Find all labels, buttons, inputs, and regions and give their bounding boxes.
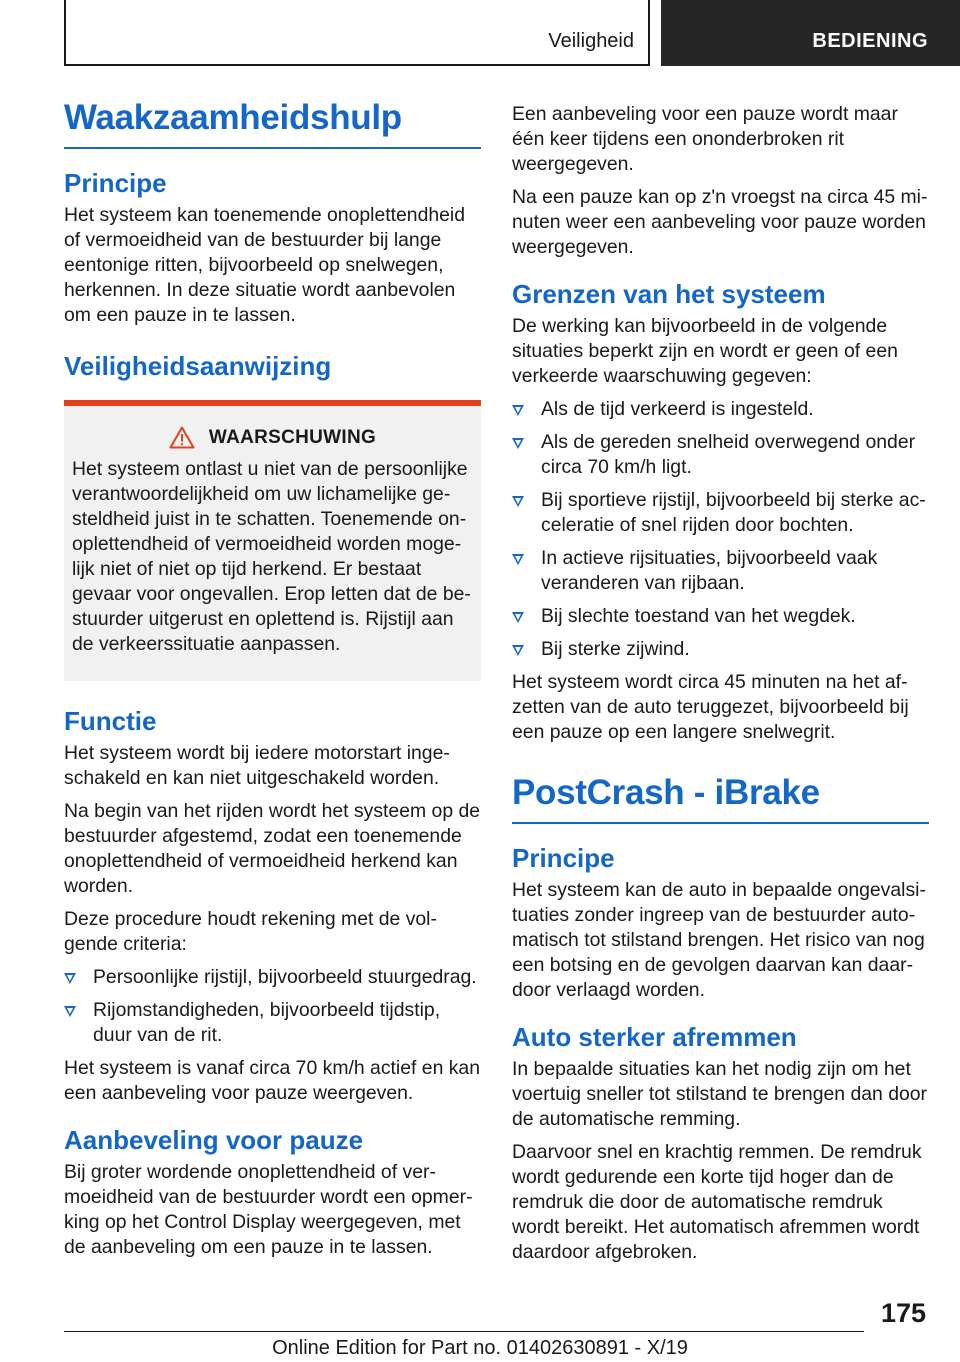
- principle-text: Het systeem kan toenemende onoplettendheid of vermoeidheid van de bestuurder bij lange eentonige ritten, bijvoorbeeld op snelwegen, herkennen. In deze situatie wordt aanbevolen om een pauze in te lassen.: [64, 204, 466, 326]
- heading-veiligheidsaanwijzing: Veiligheidsaanwijzing: [64, 351, 332, 381]
- header-frame: [64, 0, 650, 66]
- pause-paragraph-2: Na een pauze kan op z'n vroegst na circa 45 minuten weer een aanbeveling voor pauze worden weergegeven.: [512, 186, 928, 258]
- triangle-bullet-icon: [64, 973, 76, 984]
- triangle-bullet-icon: [512, 612, 524, 623]
- triangle-bullet-icon: [512, 554, 524, 565]
- limits-after: Het systeem wordt circa 45 minuten na het afzetten van de auto teruggezet, bijvoorbeeld bij een pauze op een langere snelwegrit.: [512, 671, 909, 743]
- list-item: In actieve rijsituaties, bijvoorbeeld vaak veranderen van rijbaan.: [512, 546, 929, 596]
- list-item: Bij sportieve rijstijl, bijvoorbeeld bij sterke acceleratie of snel rijden door bochten.: [512, 488, 929, 538]
- page-number: 175: [880, 1298, 926, 1328]
- recommend-text: Bij groter wordende onoplettendheid of vermoeidheid van de bestuurder wordt een opmerking op het Control Display weergegeven, met de aanbeveling om een pauze in te lassen.: [64, 1161, 473, 1258]
- heading-auto-sterker-afremmen: Auto sterker afremmen: [512, 1022, 797, 1052]
- header-section-label: Veiligheid: [548, 30, 634, 52]
- heading-functie: Functie: [64, 706, 157, 736]
- list-item: Bij sterke zijwind.: [512, 637, 929, 662]
- list-item: Bij slechte toestand van het wegdek.: [512, 604, 929, 629]
- list-item: Rijomstandigheden, bijvoorbeeld tijdstip, duur van de rit.: [64, 998, 481, 1048]
- chapter-title-postcrash-ibrake: PostCrash - iBrake: [512, 771, 929, 824]
- principle2-text: Het systeem kan de auto in bepaalde ongevalsituaties zonder ingreep van de bestuurder automatisch tot stilstand brengen. Het risico van nog een botsing en de gevolgen daarvan kan daardoor verlaagd worden.: [512, 879, 926, 1001]
- right-column: [512, 96, 929, 1273]
- function-paragraph-1: Het systeem wordt bij iedere motorstart ingeschakeld en kan niet uitgeschakeld worden.: [64, 742, 450, 789]
- list-item: Persoonlijke rijstijl, bijvoorbeeld stuurgedrag.: [64, 965, 481, 990]
- warning-header: [72, 426, 473, 449]
- criteria-list: [64, 965, 481, 1048]
- function-paragraph-4: Het systeem is vanaf circa 70 km/h actief en kan een aanbeveling voor pauze weergeven.: [64, 1057, 480, 1104]
- triangle-bullet-icon: [512, 645, 524, 656]
- left-column: [64, 96, 481, 1268]
- footer-divider: [64, 1331, 864, 1332]
- header-chapter-label: BEDIENING: [812, 30, 928, 52]
- triangle-bullet-icon: [512, 438, 524, 449]
- brake-paragraph-2: Daarvoor snel en krachtig remmen. De remdruk wordt gedurende een korte tijd hoger dan de remdruk die door de automatische remdruk wordt bereikt. Het automatisch afremmen wordt daardoor afgebroken.: [512, 1141, 922, 1263]
- brake-paragraph-1: In bepaalde situaties kan het nodig zijn om het voertuig sneller tot stilstand te brengen dan door de automatische remming.: [512, 1058, 928, 1130]
- heading-principe: Principe: [64, 168, 167, 198]
- warning-box: [64, 400, 481, 681]
- function-paragraph-2: Na begin van het rijden wordt het systeem op de bestuurder afgestemd, zodat een toenemende onoplettendheid of vermoeidheid herkend kan worden.: [64, 800, 481, 897]
- triangle-bullet-icon: [64, 1006, 76, 1017]
- footer-edition: Online Edition for Part no. 01402630891 - X/19: [272, 1337, 688, 1359]
- list-item: Als de gereden snelheid overwegend onder circa 70 km/h ligt.: [512, 430, 929, 480]
- function-paragraph-3: Deze procedure houdt rekening met de volgende criteria:: [64, 908, 437, 955]
- heading-grenzen-van-het-systeem: Grenzen van het systeem: [512, 279, 826, 309]
- heading-aanbeveling-voor-pauze: Aanbeveling voor pauze: [64, 1125, 364, 1155]
- warning-label: WAARSCHUWING: [208, 426, 377, 448]
- triangle-bullet-icon: [512, 405, 524, 416]
- heading-principe-2: Principe: [512, 843, 615, 873]
- warning-triangle-icon: [169, 426, 195, 449]
- limits-list: [512, 397, 929, 662]
- list-item: Als de tijd verkeerd is ingesteld.: [512, 397, 929, 422]
- pause-paragraph-1: Een aanbeveling voor een pauze wordt maar één keer tijdens een ononderbroken rit weergegeven.: [512, 103, 898, 175]
- warning-text: Het systeem ontlast u niet van de persoonlijke verantwoordelijkheid om uw lichamelijke gesteldheid juist in te schatten. Toenemende onoplettendheid of vermoeidheid worden mogelijk niet of niet op tijd herkend. Er bestaat gevaar voor ongevallen. Erop letten dat de bestuurder uitgerust en oplettend is. Rijstijl aan de verkeerssituatie aanpassen.: [72, 458, 471, 655]
- triangle-bullet-icon: [512, 496, 524, 507]
- header-chapter-tab: [661, 0, 960, 66]
- limits-intro: De werking kan bijvoorbeeld in de volgende situaties beperkt zijn en wordt er geen of een verkeerde waarschuwing gegeven:: [512, 315, 898, 387]
- chapter-title-waakzaamheidshulp: Waakzaamheidshulp: [64, 96, 481, 149]
